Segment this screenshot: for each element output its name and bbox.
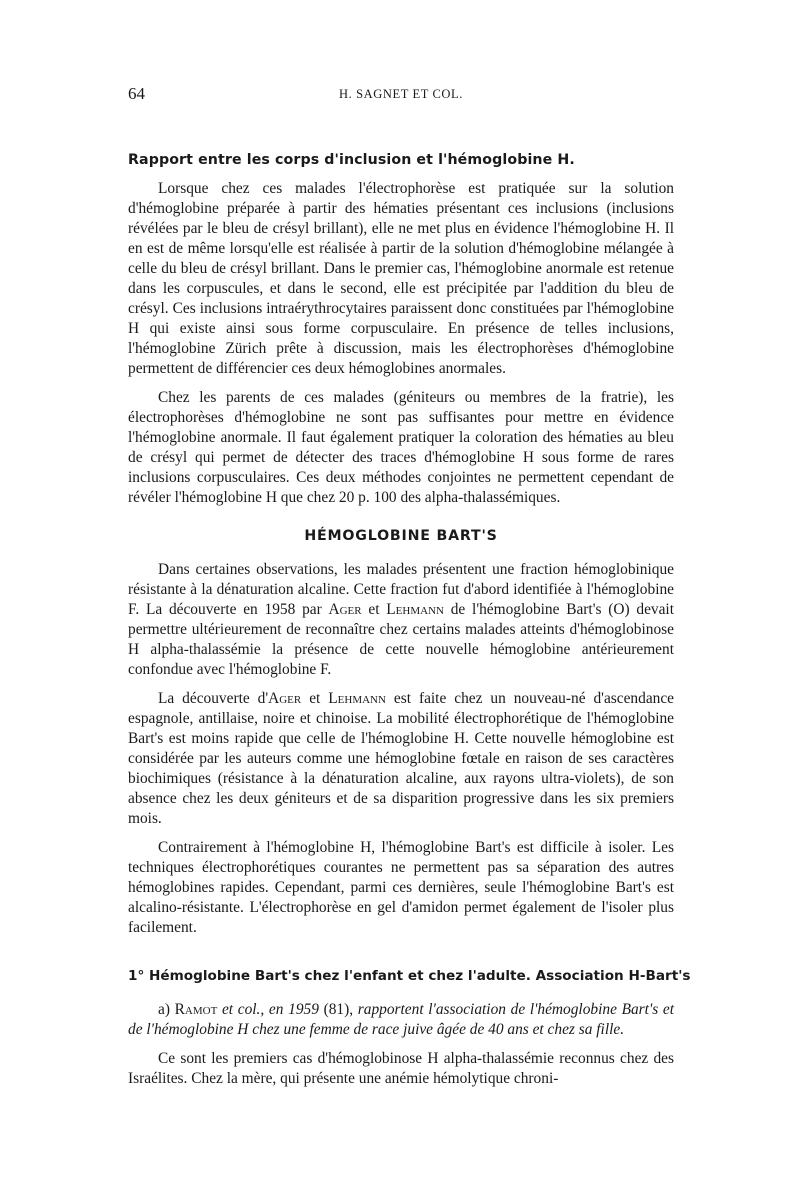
author-name-lehmann: Lehmann (386, 601, 444, 618)
paragraph: Lorsque chez ces malades l'électrophorèse est pratiquée sur la solution d'hémoglobine préparée à partir des hématies présentant ces inclusions (inclusions révélées par le bleu de crésyl brillant), elle ne met plus en évidence l'hémoglobine H. Il en est de même lorsqu'elle est réalisée à partir de la solution d'hémoglobine mélangée à celle du bleu de crésyl brillant. Dans le premier cas, l'hémoglobine anormale est retenue dans les corpuscules, et dans le second, elle est précipitée par l'addition du bleu de crésyl. Ces inclusions intraérythrocytaires paraissent donc constituées par l'hémoglobine H qui existe ainsi sous forme corpusculaire. En présence de telles inclusions, l'hémoglobine Zürich prête à discussion, mais les électrophorèses d'hémoglobine permettent de différencier ces deux hémoglobines anormales. (128, 180, 674, 377)
paragraph: Contrairement à l'hémoglobine H, l'hémoglobine Bart's est difficile à isoler. Les techniques électrophorétiques courantes ne permettent pas sa séparation des autres hémoglobines rapides. Cependant, parmi ces dernières, seule l'hémoglobine Bart's est alcalino-résistante. L'électrophorèse en gel d'amidon permet également de l'isoler plus facilement. (128, 839, 674, 936)
subsection-heading-barts-child-adult: 1° Hémoglobine Bart's chez l'enfant et chez l'adulte. Association H-Bart's (128, 968, 691, 984)
paragraph: Ce sont les premiers cas d'hémoglobinose H alpha-thalassémie reconnus chez des Israélites. Chez la mère, qui présente une anémie hémolytique chroni- (128, 1050, 674, 1087)
list-label: a) (158, 1001, 175, 1018)
paragraph (128, 689, 674, 829)
reference-number: (81), (318, 1001, 358, 1018)
text-run: de l'hémoglobine Bart's (O) devait permettre ultérieurement de reconnaître chez certains malades atteints d'hémoglobinose H alpha-thalassémie la présence de cette nouvelle hémoglobine antérieurement confondue avec l'hémoglobine F. (128, 601, 674, 678)
paragraph (128, 560, 674, 680)
page-number: 64 (128, 84, 145, 103)
page-body (128, 150, 691, 1089)
running-title: H. SAGNET ET COL. (339, 87, 463, 101)
author-name-ager: Ager (268, 690, 302, 707)
section-heading-barts: HÉMOGLOBINE BART'S (304, 528, 498, 544)
page-header (128, 84, 674, 108)
text-run: est faite chez un nouveau-né d'ascendance espagnole, antillaise, noire et chinoise. La mobilité électrophorétique de l'hémoglobine Bart's est moins rapide que celle de l'hémoglobine H. Cette nouvelle hémoglobine est considérée par les auteurs comme une hémoglobine fœtale en raison de ses caractères biochimiques (résistance à la dénaturation alcaline, aux rayons ultra-violets), de son absence chez les deux géniteurs et de sa disparition progressive dans les six premiers mois. (128, 690, 675, 827)
subsection-heading-inclusion: Rapport entre les corps d'inclusion et l'hémoglobine H. (128, 152, 575, 168)
text-run: La découverte d' (158, 690, 269, 707)
text-run: et col., en 1959 (217, 1001, 319, 1018)
author-name-ager: Ager (328, 601, 362, 618)
text-run: et (361, 601, 387, 618)
text-run: et (301, 690, 329, 707)
paragraph (128, 1000, 674, 1040)
paragraph: Chez les parents de ces malades (géniteurs ou membres de la fratrie), les électrophorèses d'hémoglobine ne sont pas suffisantes pour mettre en évidence l'hémoglobine anormale. Il faut également pratiquer la coloration des hématies au bleu de crésyl qui permet de détecter des traces d'hémoglobine H sous forme de rares inclusions corpusculaires. Ces deux méthodes conjointes ne permettent cependant de révéler l'hémoglobine H que chez 20 p. 100 des alpha-thalassémiques. (128, 389, 674, 506)
text-run: rapportent l'association de l'hémoglobine Bart's et de l'hémoglobine H chez une femme de race juive âgée de 40 ans et chez sa fille. (128, 1001, 675, 1038)
text-run: Dans certaines observations, les malades présentent une fraction hémoglobinique résistante à la dénaturation alcaline. Cette fraction fut d'abord identifiée à l'hémoglobine F. La découverte en 1958 par (128, 561, 674, 618)
author-name-lehmann: Lehmann (328, 690, 386, 707)
author-name-ramot: Ramot (174, 1001, 218, 1018)
